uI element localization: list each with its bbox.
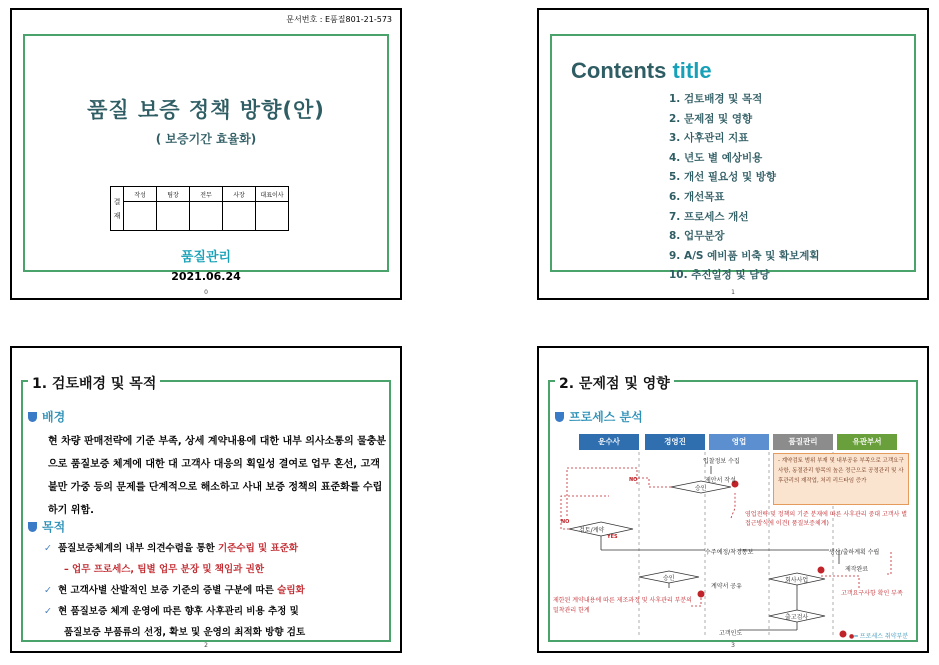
flow-collect: 입찰정보 수집 bbox=[703, 458, 740, 465]
section-heading: 2. 문제점 및 영향 bbox=[555, 373, 674, 393]
background-label: 배경 bbox=[28, 408, 65, 425]
department-name: 품질관리 bbox=[180, 250, 232, 265]
flow-no-1: NO bbox=[629, 477, 638, 483]
check-icon: ✓ bbox=[44, 606, 52, 617]
slide-problems[interactable] bbox=[537, 346, 929, 653]
lane-header: 영업 bbox=[709, 434, 769, 450]
approval-header: 대표이사 bbox=[256, 187, 289, 202]
contents-title: Contents title bbox=[571, 58, 712, 83]
check-icon: ✓ bbox=[44, 585, 52, 596]
flow-order: 수주예정/착정통보 bbox=[705, 549, 754, 556]
flow-no-2: NO bbox=[561, 519, 570, 525]
shield-icon bbox=[28, 412, 37, 422]
flow-review: 검토/계약 bbox=[579, 527, 605, 534]
contract-limit-note: 제한된 계약내용에 따른 제조과정 및 사후관리 부분의 밀착관리 한계 bbox=[553, 597, 692, 614]
flow-customer-check: 고객요구사항 확인 부족 bbox=[841, 590, 903, 597]
section-heading: 1. 검토배경 및 목적 bbox=[28, 373, 160, 393]
purpose-item-3-cont: 품질보증 부품류의 선정, 확보 및 운영의 최적화 방향 검토 bbox=[64, 627, 306, 638]
shield-icon bbox=[28, 522, 37, 532]
page-number: 2 bbox=[204, 642, 208, 649]
sales-policy-note: 영업전략 및 정책의 기준 분재에 따른 사후관리 중대 고객사 별 접근방식에 이견( 품질보증체계) bbox=[745, 511, 908, 527]
lane-header: 경영진 bbox=[645, 434, 705, 450]
process-analysis-label: 프로세스 분석 bbox=[555, 408, 643, 425]
lane-header: 운수사 bbox=[579, 434, 639, 450]
approval-sign-cell[interactable] bbox=[223, 202, 256, 231]
flow-share: 계약서 공유 bbox=[711, 583, 742, 590]
approval-header: 작성 bbox=[124, 187, 157, 202]
document-number: 문서번호 : E품질801-21-573 bbox=[286, 15, 392, 24]
flow-deliver: 고객인도 bbox=[719, 630, 743, 637]
cover-title: 품질 보증 정책 방향(안) bbox=[87, 98, 325, 122]
approval-sign-cell[interactable] bbox=[157, 202, 190, 231]
contents-item[interactable]: 6. 개선목표 bbox=[669, 190, 725, 203]
cover-subtitle: ( 보증기간 효율화) bbox=[155, 132, 257, 146]
approval-table bbox=[110, 186, 289, 231]
contents-item[interactable]: 10. 추진일정 및 담당 bbox=[669, 269, 770, 282]
flow-approve-1: 승인 bbox=[695, 485, 707, 492]
page-number: 0 bbox=[204, 289, 208, 296]
background-text: 현 차량 판매전략에 기준 부족, 상세 계약내용에 대한 내부 의사소통의 물충분으로 품질보증 체계에 대한 대 고객사 대응의 획일성 결여로 업무 혼선, 고객 불만 가중 등의 문제를 단계적으로 해소하고 사내 보증 정책의 표준화를 수립하기 위함. bbox=[48, 436, 387, 516]
contents-item[interactable]: 9. A/S 예비품 비축 및 확보계획 bbox=[669, 249, 820, 262]
contents-item[interactable]: 1. 검토배경 및 목적 bbox=[669, 93, 763, 105]
slide-contents[interactable] bbox=[537, 8, 929, 300]
purpose-item-1-sub: – 업무 프로세스, 팀별 업무 분장 및 책임과 권한 bbox=[64, 564, 265, 575]
approval-header: 전무 bbox=[190, 187, 223, 202]
flow-final-check: 출고검사 bbox=[785, 614, 809, 621]
purpose-item-3: ✓ 현 품질보증 체계 운영에 따른 향후 사후관리 비용 추정 및 bbox=[44, 606, 299, 617]
flow-make: 제작완료 bbox=[845, 566, 869, 573]
approval-header: 팀장 bbox=[157, 187, 190, 202]
contract-review-note: - 계약검토 범위 부재 및 내부공유 부족으로 고객요구 사항, 동절관리 항목의 높은 정근으로 공정관리 및 사후관리의 재작업, 처리 리드타임 증가 bbox=[773, 453, 909, 505]
approval-sign-cell[interactable] bbox=[190, 202, 223, 231]
page-number: 1 bbox=[731, 289, 735, 296]
slide-background-purpose[interactable] bbox=[10, 346, 402, 653]
approval-sign-cell[interactable] bbox=[124, 202, 157, 231]
lane-header: 유관부서 bbox=[837, 434, 897, 450]
flow-approve-2: 승인 bbox=[663, 575, 675, 582]
legend-dot-icon: ● bbox=[849, 633, 855, 640]
approval-sign-cell[interactable] bbox=[256, 202, 289, 231]
purpose-item-2: ✓ 현 고객사별 산발적인 보증 기준의 증별 구분에 따른 슬림화 bbox=[44, 585, 305, 596]
contents-list bbox=[669, 90, 820, 286]
contents-item[interactable]: 5. 개선 필요성 및 방향 bbox=[669, 171, 777, 184]
contents-item[interactable]: 2. 문제점 및 영향 bbox=[669, 112, 753, 125]
slide-cover[interactable] bbox=[10, 8, 402, 300]
approval-header: 사장 bbox=[223, 187, 256, 202]
contents-item[interactable]: 3. 사후관리 지표 bbox=[669, 132, 749, 145]
purpose-item-1: ✓ 품질보증체계의 내부 의견수렴을 통한 기준수립 및 표준화 bbox=[44, 543, 299, 554]
contents-item[interactable]: 4. 년도 별 예상비용 bbox=[669, 151, 763, 164]
cover-frame bbox=[23, 34, 389, 272]
check-icon: ✓ bbox=[44, 543, 52, 554]
flow-proposal: 제안서 작성 bbox=[705, 477, 736, 484]
flow-plan: 생산/출하계획 수립 bbox=[829, 549, 880, 556]
approval-side-label: 결 재 bbox=[111, 187, 124, 231]
contents-item[interactable]: 8. 업무분장 bbox=[669, 230, 725, 243]
page-number: 3 bbox=[731, 642, 735, 649]
cover-date: 2021.06.24 bbox=[171, 270, 241, 283]
purpose-label: 목적 bbox=[28, 518, 65, 535]
legend-weak-process: ●━ 프로세스 취약부분 bbox=[849, 633, 909, 640]
flow-meeting: 회사사업 bbox=[785, 577, 809, 584]
lane-header: 품질관리 bbox=[773, 434, 833, 450]
contents-item[interactable]: 7. 프로세스 개선 bbox=[669, 210, 749, 223]
flow-yes: YES bbox=[607, 534, 618, 540]
